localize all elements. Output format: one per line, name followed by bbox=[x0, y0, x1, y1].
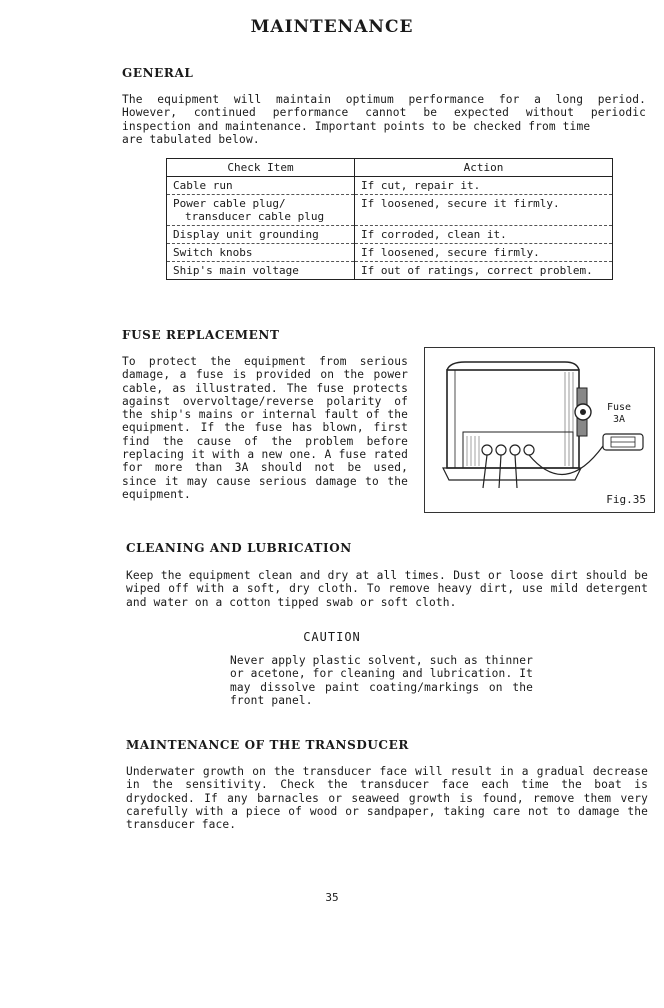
paragraph-line: inspection and maintenance. Important points to be checked from time bbox=[122, 119, 591, 133]
paragraph-line: Never apply plastic solvent, such as thinner bbox=[230, 654, 533, 667]
table-row bbox=[167, 226, 613, 244]
table-row bbox=[167, 262, 613, 280]
paragraph-line: are tabulated below. bbox=[122, 132, 260, 146]
paragraph-line: wiped off with a soft, dry cloth. To remove heavy dirt, use mild detergent bbox=[126, 582, 648, 596]
action-cell: If loosened, secure firmly. bbox=[355, 244, 613, 262]
paragraph-line: Keep the equipment clean and dry at all times. Dust or loose dirt should be bbox=[126, 569, 648, 582]
fuse-heading: FUSE REPLACEMENT bbox=[122, 328, 280, 342]
paragraph-line: and water on a cotton tipped swab or soft cloth. bbox=[126, 595, 457, 609]
paragraph-line: transducer face. bbox=[126, 818, 237, 832]
paragraph-line: equipment. bbox=[122, 487, 191, 501]
fuse-name: Fuse bbox=[606, 402, 632, 413]
cleaning-paragraph bbox=[126, 569, 648, 609]
paragraph-line: replacing it with a new one. A fuse rated bbox=[122, 448, 408, 462]
general-paragraph bbox=[122, 93, 646, 146]
check-item-cell: Cable run bbox=[167, 177, 355, 195]
paragraph-line: against overvoltage/reverse polarity of bbox=[122, 394, 408, 408]
fuse-figure bbox=[424, 347, 655, 513]
paragraph-line: carefully with a piece of wood or sandpaper, taking care not to damage the bbox=[126, 804, 648, 818]
check-item-line: Power cable plug/ bbox=[173, 197, 286, 210]
page-title: MAINTENANCE bbox=[250, 17, 414, 37]
fuse-label bbox=[597, 402, 641, 426]
action-cell: If corroded, clean it. bbox=[355, 226, 613, 244]
table-row bbox=[167, 195, 613, 226]
paragraph-line: The equipment will maintain optimum performance for a long period. bbox=[122, 93, 646, 106]
fuse-paragraph bbox=[122, 355, 408, 501]
paragraph-line: the ship's mains or internal fault of the bbox=[122, 408, 408, 422]
table-header-action: Action bbox=[355, 159, 613, 177]
paragraph-line: find the cause of the problem before bbox=[122, 434, 408, 448]
paragraph-line: since it may cause serious damage to the bbox=[122, 474, 408, 488]
caution-title: CAUTION bbox=[303, 630, 361, 644]
action-cell: If loosened, secure it firmly. bbox=[355, 195, 613, 226]
paragraph-line: To protect the equipment from serious bbox=[122, 355, 408, 368]
transducer-paragraph bbox=[126, 765, 648, 831]
figure-caption: Fig.35 bbox=[606, 493, 646, 506]
fuse-rating: 3A bbox=[612, 414, 626, 425]
general-heading: GENERAL bbox=[122, 66, 194, 80]
caution-paragraph bbox=[230, 654, 533, 707]
cleaning-heading: CLEANING AND LUBRICATION bbox=[126, 541, 352, 555]
check-item-line: transducer cable plug bbox=[185, 210, 325, 223]
page-number: 35 bbox=[325, 891, 339, 904]
check-item-cell: Ship's main voltage bbox=[167, 262, 355, 280]
paragraph-line: cable, as illustrated. The fuse protects bbox=[122, 381, 408, 395]
paragraph-line: equipment. If the fuse has blown, first bbox=[122, 421, 408, 435]
table-row bbox=[167, 244, 613, 262]
transducer-heading: MAINTENANCE OF THE TRANSDUCER bbox=[126, 738, 409, 752]
action-cell: If cut, repair it. bbox=[355, 177, 613, 195]
paragraph-line: drydocked. If any barnacles or seaweed growth is found, remove them very bbox=[126, 791, 648, 805]
table-header-row bbox=[167, 159, 613, 177]
paragraph-line: Underwater growth on the transducer face will result in a gradual decrease bbox=[126, 765, 648, 778]
check-table bbox=[166, 158, 613, 280]
paragraph-line: damage, a fuse is provided on the power bbox=[122, 368, 408, 382]
table-row bbox=[167, 177, 613, 195]
paragraph-line: front panel. bbox=[230, 693, 313, 707]
check-item-cell: Display unit grounding bbox=[167, 226, 355, 244]
check-item-cell: Switch knobs bbox=[167, 244, 355, 262]
paragraph-line: However, continued performance cannot be expected without periodic bbox=[122, 106, 646, 120]
check-item-cell bbox=[167, 195, 355, 226]
paragraph-line: or acetone, for cleaning and lubrication. It bbox=[230, 667, 533, 681]
display-unit-illustration bbox=[425, 348, 654, 512]
action-cell: If out of ratings, correct problem. bbox=[355, 262, 613, 280]
paragraph-line: for more than 3A should not be used, bbox=[122, 461, 408, 475]
paragraph-line: in the sensitivity. Check the transducer face each time the boat is bbox=[126, 778, 648, 792]
table-header-check-item: Check Item bbox=[167, 159, 355, 177]
paragraph-line: may dissolve paint coating/markings on the bbox=[230, 680, 533, 694]
